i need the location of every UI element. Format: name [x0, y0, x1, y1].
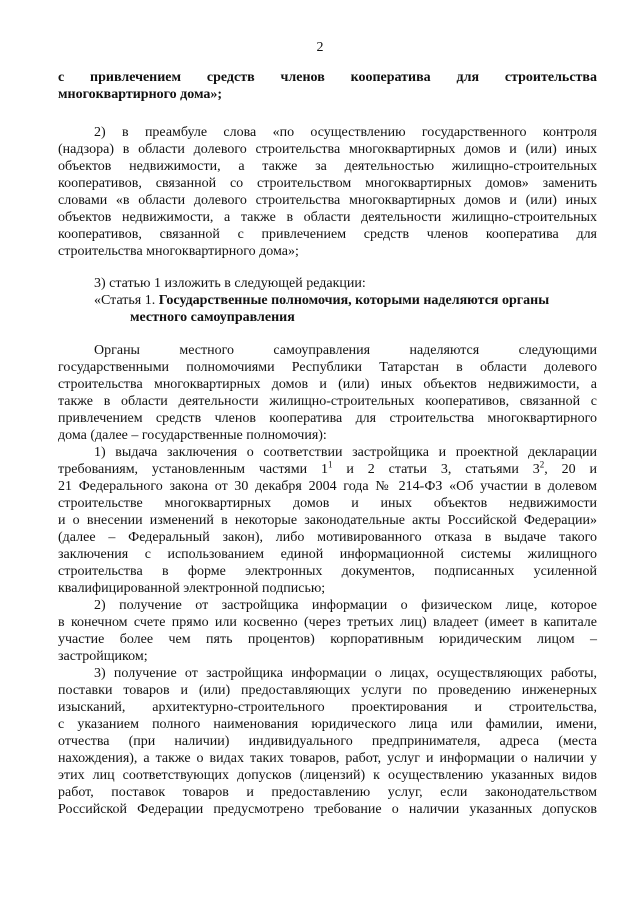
line-text: заключения с использованием единой информационной системы жилищного [58, 547, 597, 562]
text-line [130, 310, 597, 326]
line-text: местного самоуправления [130, 310, 295, 325]
text-line [58, 700, 597, 716]
line-text: поставки товаров и (или) предоставляющих услуги по проведению инженерных [58, 683, 597, 698]
superscript: 2 [539, 459, 545, 470]
text-line [94, 125, 597, 141]
line-text: 3) статью 1 изложить в следующей редакции: [94, 276, 366, 291]
text-line [58, 751, 597, 767]
text-line [58, 496, 597, 512]
line-text: 2) получение от застройщика информации о физическом лице, которое [94, 598, 597, 613]
line-text: Органы местного самоуправления наделяются следующими [94, 343, 597, 358]
line-text: с указанием полного наименования юридического лица или фамилии, имени, [58, 717, 597, 732]
text-line [58, 176, 597, 192]
text-line [58, 615, 597, 631]
line-text: объектов недвижимости, а также за деятельностью жилищно-строительных [58, 159, 597, 174]
line-text: застройщиком; [58, 649, 148, 664]
text-line [58, 360, 597, 376]
superscript: 1 [327, 459, 333, 470]
text-line [58, 513, 597, 529]
line-text: строительства в форме электронных документов, подписанных усиленной [58, 564, 597, 579]
line-text: нахождения), а также о видах таких товаров, работ, услуг и информации о наличии у [58, 751, 597, 766]
text-line [58, 479, 597, 495]
text-line [94, 293, 597, 309]
text-line [58, 459, 598, 478]
text-line [94, 598, 597, 614]
line-text: кооперативов, связанной со строительством многоквартирных домов» заменить [58, 176, 597, 191]
text-line [94, 343, 597, 359]
text-line [58, 159, 597, 175]
text-line [58, 802, 597, 818]
line-text: также в области деятельности жилищно-строительных кооперативов, связанной с [58, 394, 597, 409]
text-line [58, 632, 597, 648]
line-text: 21 Федерального закона от 30 декабря 2004 года № 214-ФЗ «Об участии в долевом [58, 479, 597, 494]
line-text: строительства многоквартирных домов и (или) иных объектов недвижимости, а [58, 377, 597, 392]
text-line [58, 717, 597, 733]
line-text: , 20 и [544, 462, 598, 477]
text-line [58, 649, 597, 665]
line-text: участие более чем пять процентов) корпоративным юридическим лицом – [58, 632, 597, 647]
line-text: квалифицированной электронной подписью; [58, 581, 326, 596]
line-text: и о внесении изменений в некоторые законодательные акты Российской Федерации» [58, 513, 597, 528]
line-text: требованиям, установленным частями 1 [58, 462, 328, 477]
text-line [58, 70, 597, 86]
line-text: отчества (при наличии) индивидуального предпринимателя, адреса (места [58, 734, 597, 749]
line-text: словами «в области долевого строительства многоквартирных домов и (или) иных [58, 193, 597, 208]
text-line [58, 227, 597, 243]
line-text: (надзора) в области долевого строительства многоквартирных домов и (или) иных [58, 142, 597, 157]
line-text: изысканий, архитектурно-строительного проектирования и строительства, [58, 700, 597, 715]
line-text: в конечном счете прямо или косвенно (через третьих лиц) владеет (имеет в капитале [58, 615, 597, 630]
line-text: привлечением средств членов кооператива для строительства многоквартирного [58, 411, 597, 426]
line-text: Российской Федерации предусмотрено требование о наличии указанных допусков [58, 802, 597, 817]
text-line [58, 142, 597, 158]
line-text: 1) выдача заключения о соответствии застройщика и проектной декларации [94, 445, 597, 460]
line-text: работ, поставок товаров и предоставлению услуг, если законодательством [58, 785, 597, 800]
text-line [58, 734, 597, 750]
line-text: кооперативов, связанной с привлечением средств членов кооператива для [58, 227, 597, 242]
line-text: с привлечением средств членов кооператива для строительства [58, 70, 597, 85]
text-line [58, 530, 597, 546]
text-line [94, 666, 597, 682]
line-text: 2) в преамбуле слова «по осуществлению государственного контроля [94, 125, 597, 140]
line-text: дома (далее – государственные полномочия): [58, 428, 327, 443]
text-line [58, 377, 597, 393]
text-line [58, 428, 597, 444]
line-text: государственными полномочиями Республики Татарстан в области долевого [58, 360, 597, 375]
line-text: строительстве многоквартирных домов и иных объектов недвижимости [58, 496, 597, 511]
line-text: многоквартирного дома»; [58, 87, 223, 102]
article-heading: Государственные полномочия, которыми наделяются органы [158, 293, 550, 308]
line-text: 3) получение от застройщика информации о лицах, осуществляющих работы, [94, 666, 597, 681]
text-line [58, 210, 597, 226]
line-text: строительства многоквартирного дома»; [58, 244, 299, 259]
page-number: 2 [316, 40, 324, 55]
line-text: объектов недвижимости, а также в области деятельности жилищно-строительных [58, 210, 597, 225]
text-line [58, 193, 597, 209]
line-text: этих лиц соответствующих допусков (лицензий) к осуществлению указанных видов [58, 768, 597, 783]
text-line [94, 445, 597, 461]
text-line [58, 785, 597, 801]
text-line [58, 547, 597, 563]
line-text: (далее – Федеральный закон), либо мотивированного отказа в выдаче такого [58, 530, 597, 545]
text-line [58, 411, 597, 427]
text-line [58, 87, 597, 103]
text-line [58, 768, 597, 784]
text-line [58, 394, 597, 410]
text-line [58, 581, 597, 597]
text-line [58, 683, 597, 699]
line-text: «Статья 1. [94, 293, 159, 308]
text-line [94, 276, 597, 292]
text-line [58, 564, 597, 580]
text-line [58, 244, 597, 260]
line-text: и 2 статьи 3, статьями 3 [332, 462, 540, 477]
